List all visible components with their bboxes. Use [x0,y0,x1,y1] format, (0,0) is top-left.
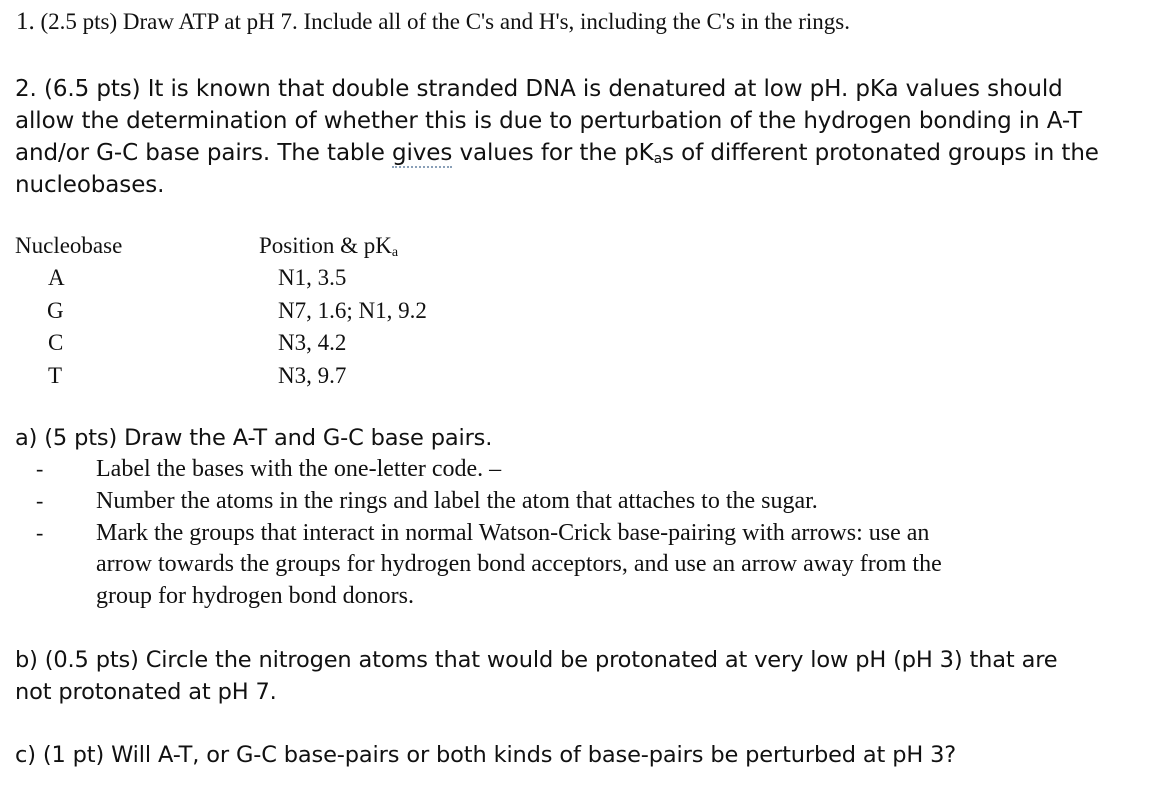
question-2-line-1: 2. (6.5 pts) It is known that double stranded DNA is denatured at low pH. pKa values should [15,76,1063,102]
question-2-line-3-end: s of different protonated groups in the [662,140,1099,166]
table-row-value: N7, 1.6; N1, 9.2 [278,298,427,323]
table-header-subscript: a [391,245,399,260]
table-header-nucleobase: Nucleobase [15,233,123,258]
table-row-value: N3, 4.2 [278,330,347,355]
part-a-title: a) (5 pts) Draw the A-T and G-C base pairs. [15,425,493,451]
part-b-line-1: b) (0.5 pts) Circle the nitrogen atoms that would be protonated at very low pH (pH 3) that are [15,647,1058,673]
question-1-text: (2.5 pts) Draw ATP at pH 7. Include all of the C's and H's, including the C's in the rings. [40,9,850,34]
table-row-base: G [47,298,64,323]
question-1 [16,8,850,36]
table-header-position [259,233,398,261]
question-2-line-4: nucleobases. [15,172,165,198]
table-row-base: A [48,265,65,290]
bullet-dash: - [36,456,44,481]
part-a-bullet-2: Number the atoms in the rings and label the atom that attaches to the sugar. [96,488,818,514]
part-a-bullet-3: Mark the groups that interact in normal Watson-Crick base-pairing with arrows: use an [96,520,930,546]
part-a-bullet-3-continuation: group for hydrogen bond donors. [96,583,414,609]
question-2-line-2: allow the determination of whether this is due to perturbation of the hydrogen bonding in A-T [15,108,1082,134]
table-row-value: N1, 3.5 [278,265,347,290]
table-row-base: C [48,330,64,355]
pka-subscript: a [653,151,663,167]
question-2-line-3 [15,140,1099,167]
question-2-line-3-middle: values for the pK [452,140,654,166]
part-c-question: c) (1 pt) Will A-T, or G-C base-pairs or both kinds of base-pairs be perturbed at pH 3? [15,742,957,768]
part-a-bullet-1: Label the bases with the one-letter code. – [96,456,502,482]
table-header-position-text: Position & pK [259,233,392,258]
table-row-value: N3, 9.7 [278,363,347,388]
part-b-line-2: not protonated at pH 7. [15,679,277,705]
bullet-dash: - [36,488,44,513]
bullet-dash: - [36,520,44,545]
question-1-number: 1. [16,8,35,35]
question-2-line-3-start: and/or G-C base pairs. The table [15,140,392,166]
spellcheck-underlined-word: gives [392,140,453,166]
part-a-bullet-3-continuation: arrow towards the groups for hydrogen bond acceptors, and use an arrow away from the [96,551,942,577]
table-row-base: T [48,363,63,388]
